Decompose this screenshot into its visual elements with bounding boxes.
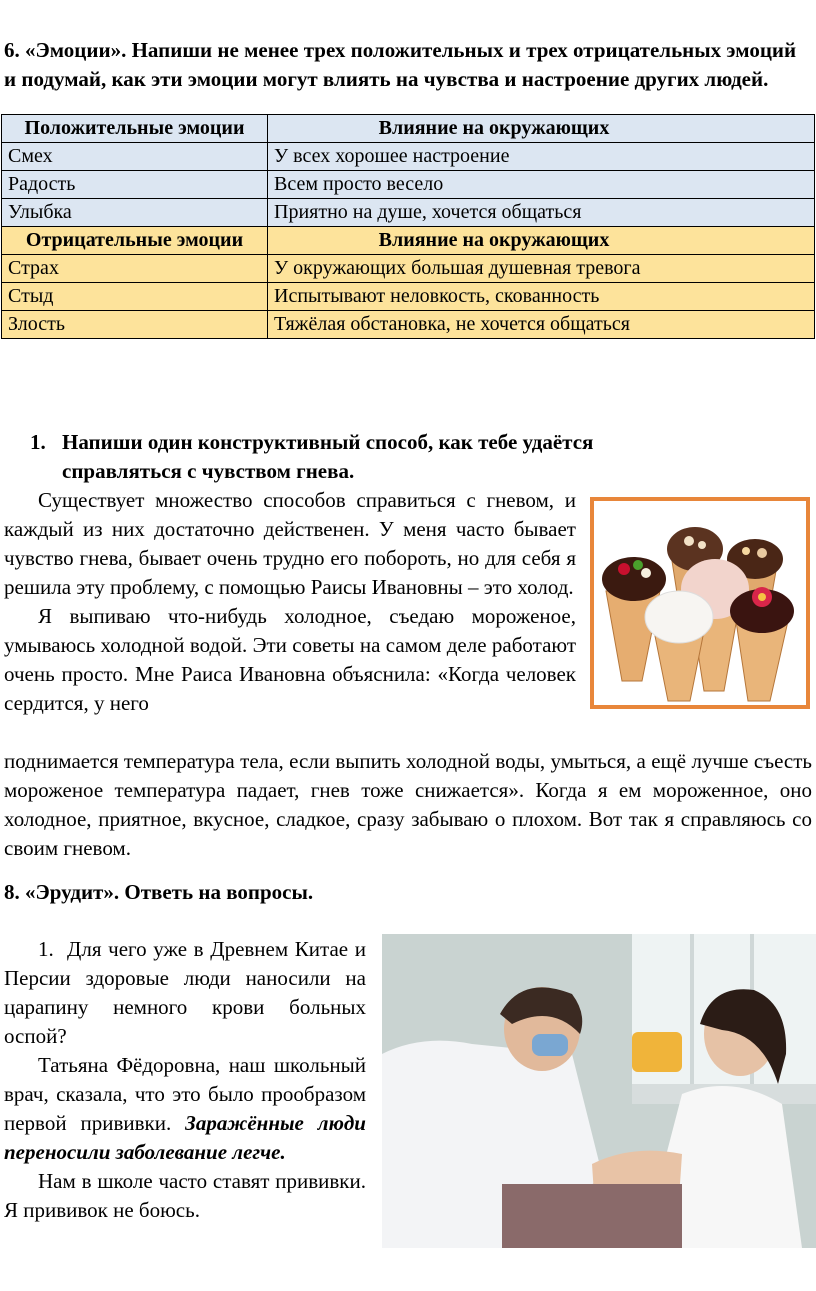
header-cell: Положительные эмоции — [2, 115, 268, 143]
effect-cell: Приятно на душе, хочется общаться — [268, 199, 815, 227]
table-row — [2, 311, 815, 339]
emphasis-text: Заражённые люди переносили заболевание легче. — [4, 1111, 366, 1164]
positive-header-row — [2, 115, 815, 143]
table-row — [2, 255, 815, 283]
question-text: Для чего уже в Древнем Китае и Персии здоровые люди наносили на царапину немного крови больных оспой? — [4, 937, 366, 1048]
effect-cell: У окружающих большая душевная тревога — [268, 255, 815, 283]
emotion-cell: Злость — [2, 311, 268, 339]
paragraph: Существует множество способов справиться с гневом, и каждый из них достаточно действенен. У меня часто бывает чувство гнева, бывает очень трудно его побороть, но для себя я решила эту проблему, с помощью Раисы Ивановны – это холод. — [4, 488, 576, 599]
header-cell: Отрицательные эмоции — [2, 227, 268, 255]
cone-right — [730, 587, 794, 701]
question-1 — [30, 428, 593, 486]
emotions-table — [1, 114, 815, 339]
emotion-cell: Смех — [2, 143, 268, 171]
effect-cell: Испытывают неловкость, скованность — [268, 283, 815, 311]
vaccination-photo — [382, 934, 816, 1248]
paragraph: Я выпиваю что-нибудь холодное, съедаю мороженое, умываюсь холодной водой. Эти советы на самом деле работают очень просто. Мне Раиса Ивановна объяснила: «Когда человек сердится, у него — [4, 604, 576, 715]
paragraph — [4, 1051, 366, 1167]
emotion-cell: Стыд — [2, 283, 268, 311]
emotion-cell: Радость — [2, 171, 268, 199]
task-6-title: 6. «Эмоции». Напиши не менее трех положительных и трех отрицательных эмоций и подумай, как эти эмоции могут влиять на чувства и настроение других людей. — [4, 38, 797, 91]
effect-cell: Тяжёлая обстановка, не хочется общаться — [268, 311, 815, 339]
answer-1-text — [4, 486, 576, 718]
table-row — [2, 143, 815, 171]
question-number: 1. — [30, 430, 46, 454]
table-row — [2, 199, 815, 227]
effect-cell: Всем просто весело — [268, 171, 815, 199]
emotion-cell: Страх — [2, 255, 268, 283]
header-cell: Влияние на окружающих — [268, 115, 815, 143]
ice-cream-image — [590, 497, 810, 709]
table-row — [2, 171, 815, 199]
table-row — [2, 283, 815, 311]
task-8-question — [4, 935, 366, 1225]
question-number: 1. — [38, 937, 54, 961]
task-8-title: 8. «Эрудит». Ответь на вопросы. — [4, 880, 314, 904]
answer-1-continued: поднимается температура тела, если выпить холодной воды, умыться, а ещё лучше съесть мороженое температура падает, гнев тоже снижается». Когда я ем мороженное, оно холодное, приятное, вкусное, сладкое, сразу забываю о плохом. Вот так я справляюсь со своим гневом. — [4, 749, 812, 860]
answer-text: Татьяна Фёдоровна, наш школьный врач, сказала, что это было прообразом первой прививки. — [4, 1053, 366, 1135]
negative-header-row — [2, 227, 815, 255]
header-cell: Влияние на окружающих — [268, 227, 815, 255]
effect-cell: У всех хорошее настроение — [268, 143, 815, 171]
question — [4, 935, 366, 1051]
paragraph: Нам в школе часто ставят прививки. Я прививок не боюсь. — [4, 1169, 366, 1222]
emotion-cell: Улыбка — [2, 199, 268, 227]
question-line: Напиши один конструктивный способ, как тебе удаётся — [62, 430, 594, 454]
question-line: справляться с чувством гнева. — [62, 459, 355, 483]
